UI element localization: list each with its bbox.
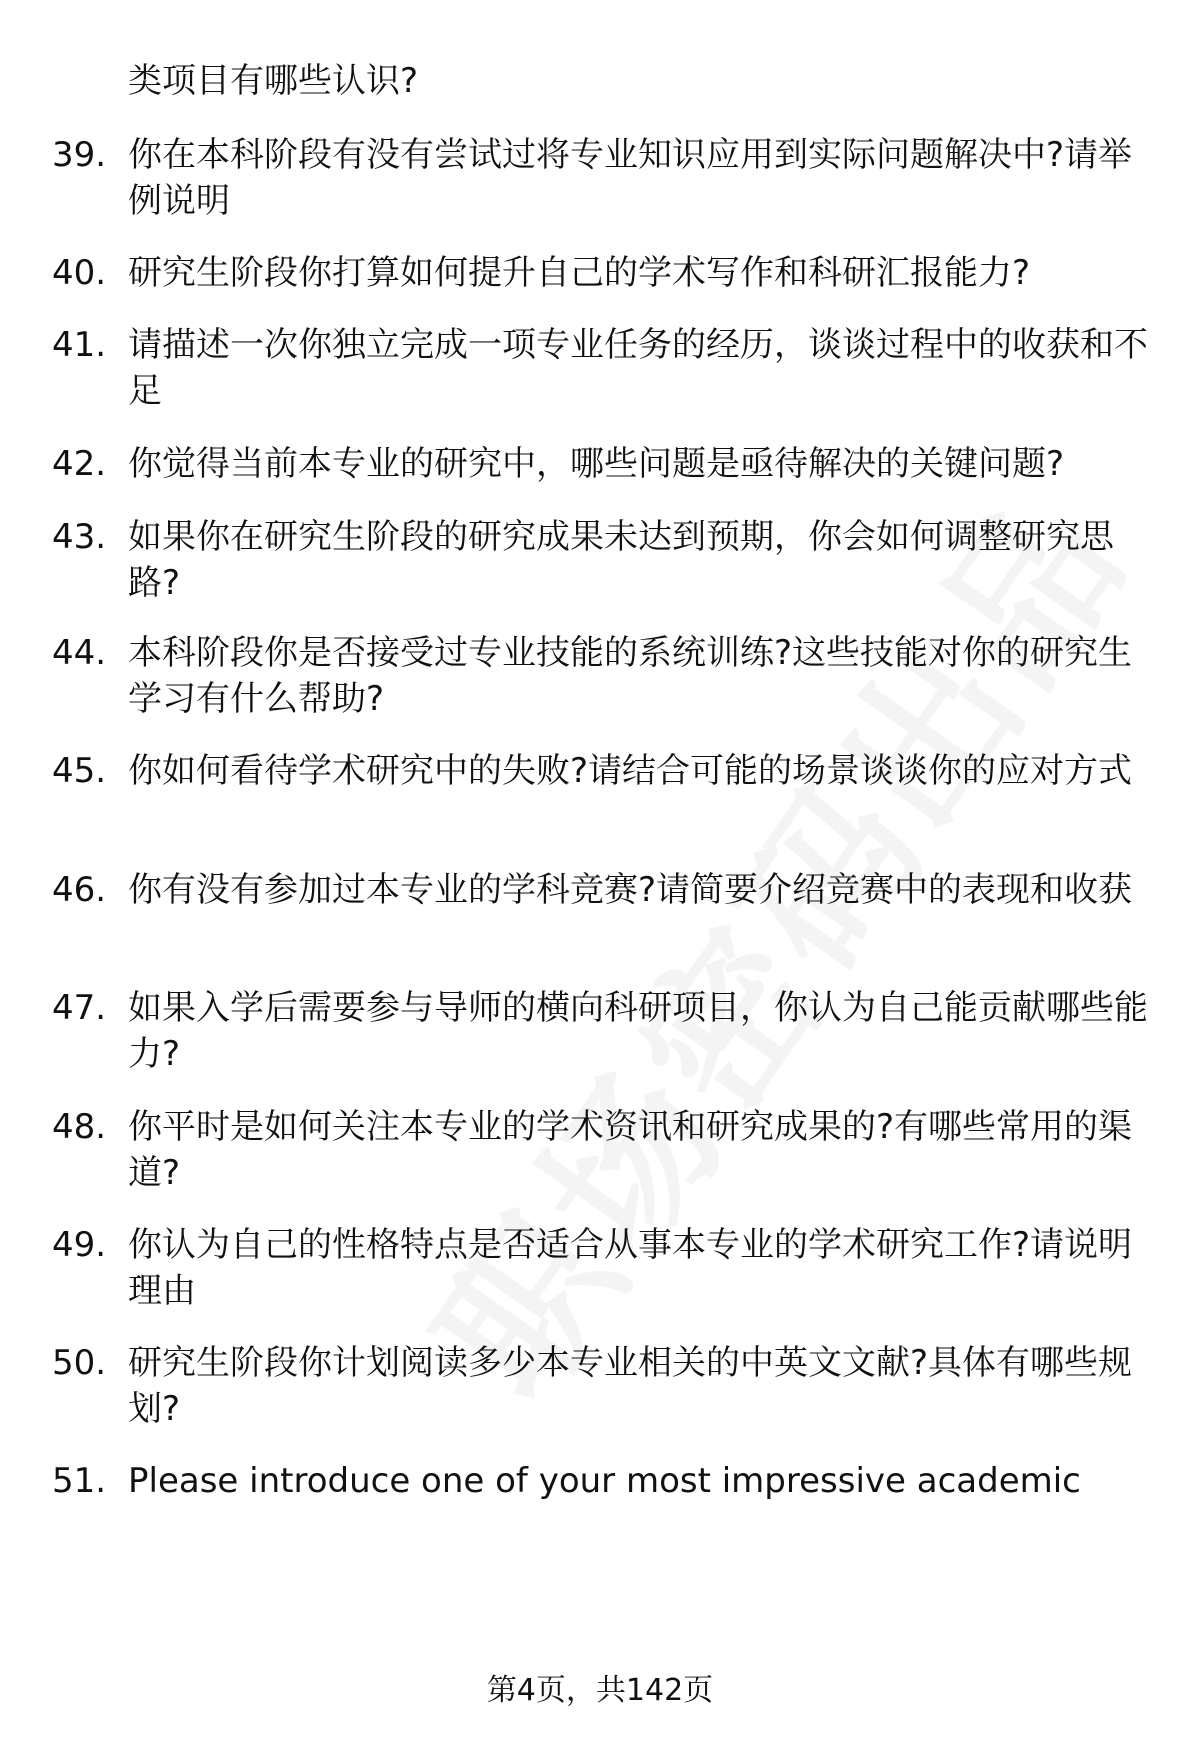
- question-number: 47.: [52, 988, 107, 1028]
- question-item: [52, 132, 1152, 224]
- question-item: [52, 1340, 1152, 1432]
- question-item: [52, 1222, 1152, 1314]
- question-item: [52, 322, 1152, 414]
- question-text: 你认为自己的性格特点是否适合从事本专业的学术研究工作?请说明理由: [128, 1225, 1133, 1311]
- question-number: 50.: [52, 1343, 107, 1383]
- question-item: [52, 867, 1152, 913]
- question-number: 40.: [52, 253, 107, 293]
- page-footer: 第4页，共142页: [486, 1673, 714, 1708]
- question-number: 49.: [52, 1225, 107, 1265]
- question-text: 本科阶段你是否接受过专业技能的系统训练?这些技能对你的研究生学习有什么帮助?: [128, 633, 1133, 719]
- question-text: 研究生阶段你计划阅读多少本专业相关的中英文文献?具体有哪些规划?: [128, 1343, 1133, 1429]
- question-item: [52, 985, 1152, 1077]
- question-number: 45.: [52, 751, 107, 791]
- question-number: 41.: [52, 325, 107, 365]
- question-text: 请描述一次你独立完成一项专业任务的经历，谈谈过程中的收获和不足: [128, 325, 1148, 411]
- question-item: [52, 1104, 1152, 1196]
- question-item: [52, 441, 1152, 487]
- question-number: 43.: [52, 517, 107, 557]
- question-text: Please introduce one of your most impressive academic: [128, 1461, 1081, 1501]
- question-item: [52, 748, 1152, 794]
- question-text: 你在本科阶段有没有尝试过将专业知识应用到实际问题解决中?请举例说明: [128, 135, 1133, 221]
- question-text: 你觉得当前本专业的研究中，哪些问题是亟待解决的关键问题?: [128, 444, 1065, 484]
- question-number: 42.: [52, 444, 107, 484]
- question-item: [52, 250, 1152, 296]
- question-text: 你平时是如何关注本专业的学术资讯和研究成果的?有哪些常用的渠道?: [128, 1107, 1133, 1193]
- question-item: [52, 1458, 1152, 1504]
- question-item: [52, 630, 1152, 722]
- question-text: 你有没有参加过本专业的学科竞赛?请简要介绍竞赛中的表现和收获: [128, 870, 1133, 910]
- question-number: 44.: [52, 633, 107, 673]
- continued-question-text: 类项目有哪些认识?: [128, 61, 419, 101]
- question-text: 如果入学后需要参与导师的横向科研项目，你认为自己能贡献哪些能力?: [128, 988, 1148, 1074]
- question-number: 39.: [52, 135, 107, 175]
- question-item: [52, 514, 1152, 606]
- question-number: 51.: [52, 1461, 107, 1501]
- question-number: 48.: [52, 1107, 107, 1147]
- question-text: 你如何看待学术研究中的失败?请结合可能的场景谈谈你的应对方式: [128, 751, 1133, 791]
- question-text: 如果你在研究生阶段的研究成果未达到预期，你会如何调整研究思路?: [128, 517, 1114, 603]
- question-number: 46.: [52, 870, 107, 910]
- question-text: 研究生阶段你打算如何提升自己的学术写作和科研汇报能力?: [128, 253, 1031, 293]
